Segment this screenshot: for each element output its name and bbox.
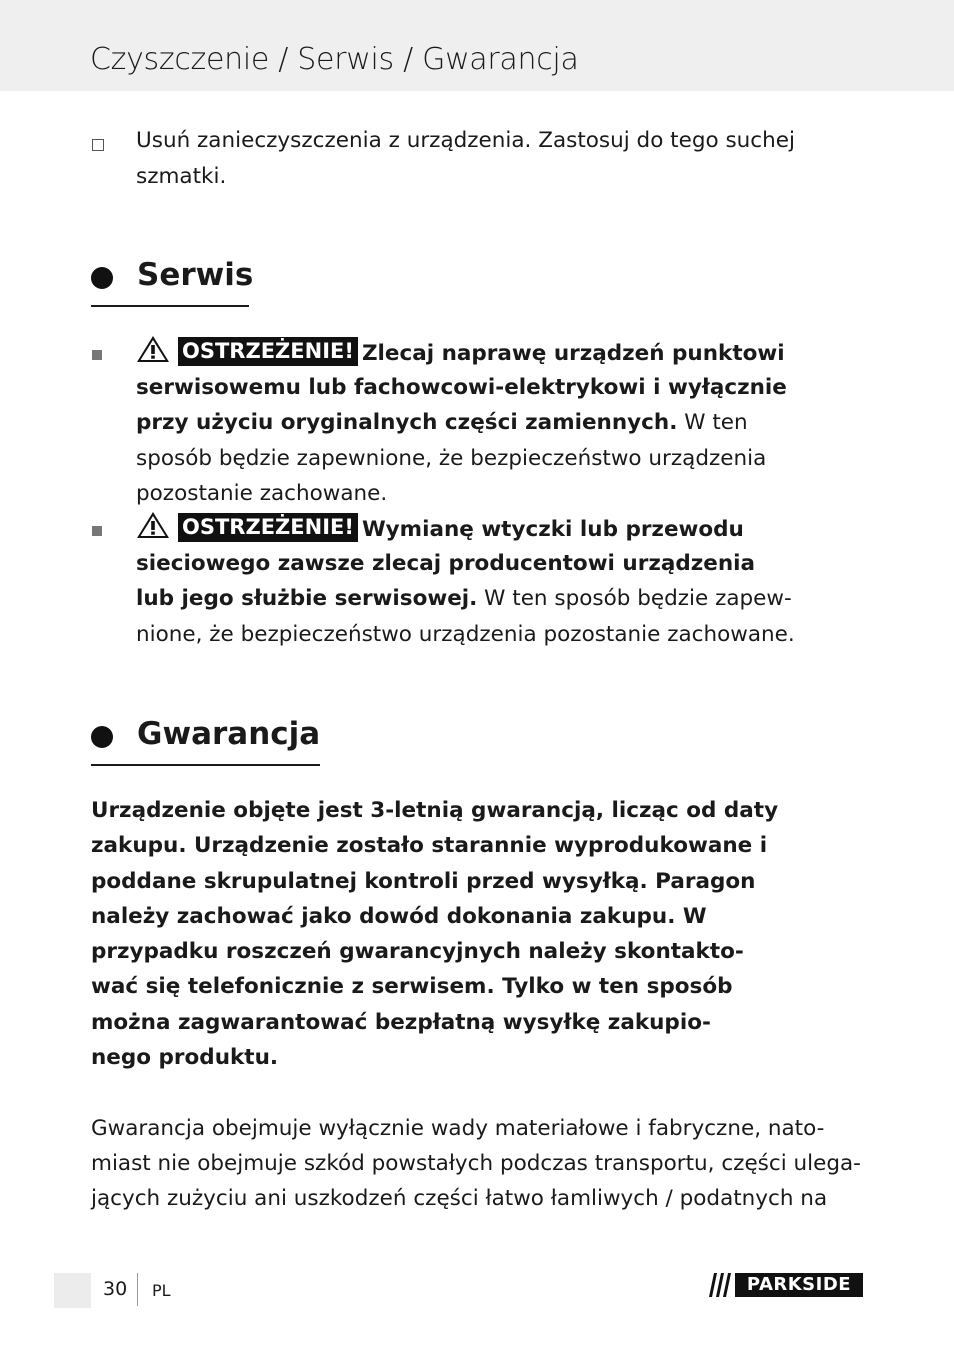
warranty-text-line: miast nie obejmuje szkód powstałych podczas transportu, części ulega- [91, 1151, 861, 1176]
warning-2-bold-end: lub jego służbie serwisowej. [136, 586, 478, 611]
warning-2-line-1 [136, 511, 744, 547]
warranty-bold-line: można zagwarantować bezpłatną wysyłkę zakupio- [91, 1010, 711, 1035]
warning-1-line-4: sposób będzie zapewnione, że bezpieczeństwo urządzenia [136, 446, 767, 471]
warranty-bold-line: nego produktu. [91, 1045, 279, 1070]
language-code: PL [152, 1281, 171, 1300]
section-title: Serwis [137, 257, 254, 293]
warning-2-line-4: nione, że bezpieczeństwo urządzenia pozostanie zachowane. [136, 622, 795, 647]
warning-2-text: Wymianę wtyczki lub przewodu [361, 517, 744, 542]
warning-triangle-icon [136, 511, 170, 539]
warning-1-line-5: pozostanie zachowane. [136, 481, 388, 506]
footer-tab [54, 1273, 91, 1308]
warning-1-text: Zlecaj naprawę urządzeń punktowi [361, 341, 785, 366]
warning-1-line-2: serwisowemu lub fachowcowi-elektrykowi i wyłącznie [136, 375, 787, 400]
warranty-bold-line: zakupu. Urządzenie zostało starannie wyprodukowane i [91, 833, 768, 858]
warning-1-line-3 [136, 405, 748, 440]
warning-label: OSTRZEŻENIE! [178, 337, 358, 366]
page-number: 30 [103, 1278, 128, 1300]
warranty-text-line: jących zużyciu ani uszkodzeń części łatwo łamliwych / podatnych na [91, 1186, 828, 1211]
warranty-bold-line: przypadku roszczeń gwarancyjnych należy skontakto- [91, 939, 744, 964]
footer-divider [137, 1273, 138, 1306]
warning-2-line-3 [136, 581, 792, 616]
warning-label: OSTRZEŻENIE! [178, 513, 358, 542]
section-heading-serwis [91, 257, 254, 307]
warning-1-bold-end: przy użyciu oryginalnych części zamiennych. [136, 410, 678, 435]
parkside-logo [705, 1273, 863, 1297]
warranty-bold-line: poddane skrupulatnej kontroli przed wysyłką. Paragon [91, 869, 756, 894]
warranty-bold-line: wać się telefonicznie z serwisem. Tylko w ten sposób [91, 974, 733, 999]
checkbox-bullet-icon [92, 139, 104, 151]
section-heading-gwarancja [91, 716, 320, 766]
bullet-dot-icon [91, 267, 113, 289]
logo-text: PARKSIDE [735, 1273, 863, 1297]
warranty-bold-line: należy zachować jako dowód dokonania zakupu. W [91, 904, 707, 929]
page-title: Czyszczenie / Serwis / Gwarancja [90, 42, 579, 77]
square-bullet-icon [92, 350, 102, 360]
cleaning-line-2: szmatki. [136, 164, 227, 189]
warning-1-normal-start: W ten [677, 410, 748, 435]
logo-stripes-icon [705, 1273, 735, 1297]
warning-triangle-icon [136, 335, 170, 363]
warning-2-normal-start: W ten sposób będzie zapew- [477, 586, 792, 611]
warning-1-line-1 [136, 335, 785, 371]
page-header-band [0, 0, 954, 91]
cleaning-line-1: Usuń zanieczyszczenia z urządzenia. Zastosuj do tego suchej [136, 128, 795, 153]
section-title: Gwarancja [137, 716, 321, 752]
warranty-text-line: Gwarancja obejmuje wyłącznie wady materiałowe i fabryczne, nato- [91, 1116, 825, 1141]
warranty-bold-line: Urządzenie objęte jest 3-letnią gwarancją, licząc od daty [91, 798, 779, 823]
bullet-dot-icon [91, 726, 113, 748]
square-bullet-icon [92, 526, 102, 536]
warning-2-line-2: sieciowego zawsze zlecaj producentowi urządzenia [136, 551, 756, 576]
